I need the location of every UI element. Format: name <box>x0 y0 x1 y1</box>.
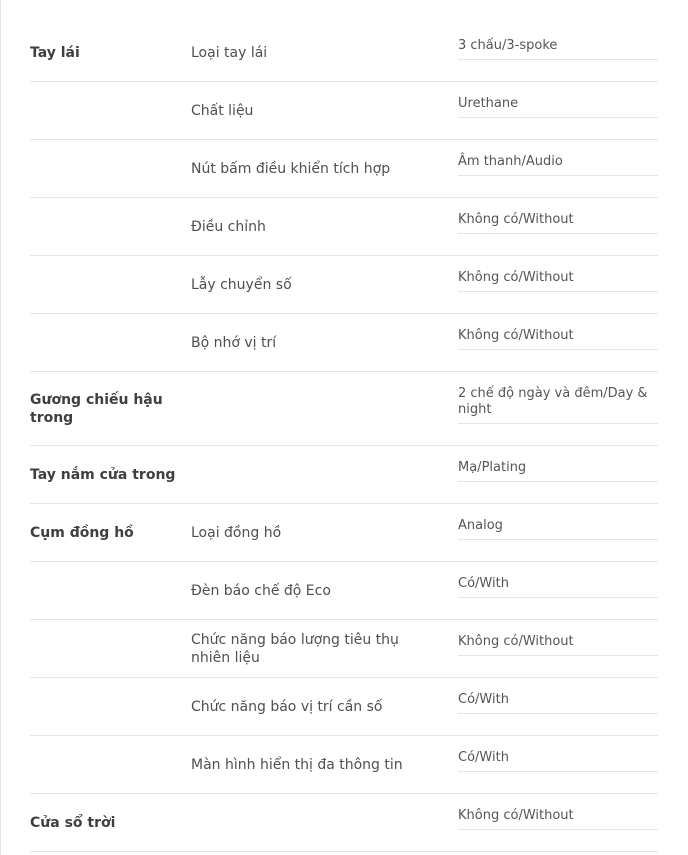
spec-value: Có/With <box>458 576 658 598</box>
spec-row <box>30 372 658 446</box>
spec-value: Không có/Without <box>458 808 658 830</box>
spec-item <box>191 446 458 503</box>
spec-item: Đèn báo chế độ Eco <box>191 582 331 599</box>
spec-table <box>30 24 658 852</box>
spec-row <box>30 198 658 256</box>
left-border <box>0 0 1 855</box>
spec-item: Nút bấm điều khiển tích hợp <box>191 160 391 177</box>
spec-value: Có/With <box>458 750 658 772</box>
spec-item: Chất liệu <box>191 102 254 119</box>
spec-row <box>30 620 658 678</box>
spec-item <box>191 794 458 851</box>
spec-category <box>30 256 191 313</box>
spec-value: 2 chế độ ngày và đêm/Day & night <box>458 386 658 424</box>
spec-category <box>30 198 191 255</box>
spec-row <box>30 794 658 852</box>
spec-item: Chức năng báo vị trí cần số <box>191 698 383 715</box>
spec-item: Màn hình hiển thị đa thông tin <box>191 756 403 773</box>
spec-category <box>30 140 191 197</box>
spec-value: Không có/Without <box>458 212 658 234</box>
spec-category <box>30 678 191 735</box>
spec-row <box>30 82 658 140</box>
spec-row <box>30 736 658 794</box>
spec-category: Cửa sổ trời <box>30 814 116 831</box>
spec-category <box>30 82 191 139</box>
spec-value: Analog <box>458 518 658 540</box>
spec-item: Lẫy chuyển số <box>191 276 292 293</box>
spec-value: Không có/Without <box>458 270 658 292</box>
spec-item: Loại tay lái <box>191 44 268 61</box>
spec-category: Tay nắm cửa trong <box>30 466 176 483</box>
spec-category <box>30 620 191 677</box>
spec-category <box>30 562 191 619</box>
spec-row <box>30 678 658 736</box>
spec-row <box>30 140 658 198</box>
spec-category: Tay lái <box>30 44 80 61</box>
spec-row <box>30 562 658 620</box>
spec-category <box>30 736 191 793</box>
spec-value: 3 chấu/3-spoke <box>458 38 658 60</box>
spec-row <box>30 446 658 504</box>
spec-row <box>30 24 658 82</box>
spec-item: Bộ nhớ vị trí <box>191 334 277 351</box>
spec-category: Cụm đồng hồ <box>30 524 134 541</box>
spec-value: Không có/Without <box>458 328 658 350</box>
spec-row <box>30 504 658 562</box>
spec-value: Mạ/Plating <box>458 460 658 482</box>
spec-value: Urethane <box>458 96 658 118</box>
spec-value: Âm thanh/Audio <box>458 154 658 176</box>
spec-item <box>191 372 458 445</box>
spec-category <box>30 314 191 371</box>
spec-value: Có/With <box>458 692 658 714</box>
spec-value: Không có/Without <box>458 634 658 656</box>
spec-category: Gương chiếu hậu trong <box>30 391 163 426</box>
spec-row <box>30 314 658 372</box>
spec-item: Loại đồng hồ <box>191 524 282 541</box>
spec-row <box>30 256 658 314</box>
spec-item: Điều chỉnh <box>191 218 266 235</box>
spec-item: Chức năng báo lượng tiêu thụ nhiên liệu <box>191 631 399 666</box>
